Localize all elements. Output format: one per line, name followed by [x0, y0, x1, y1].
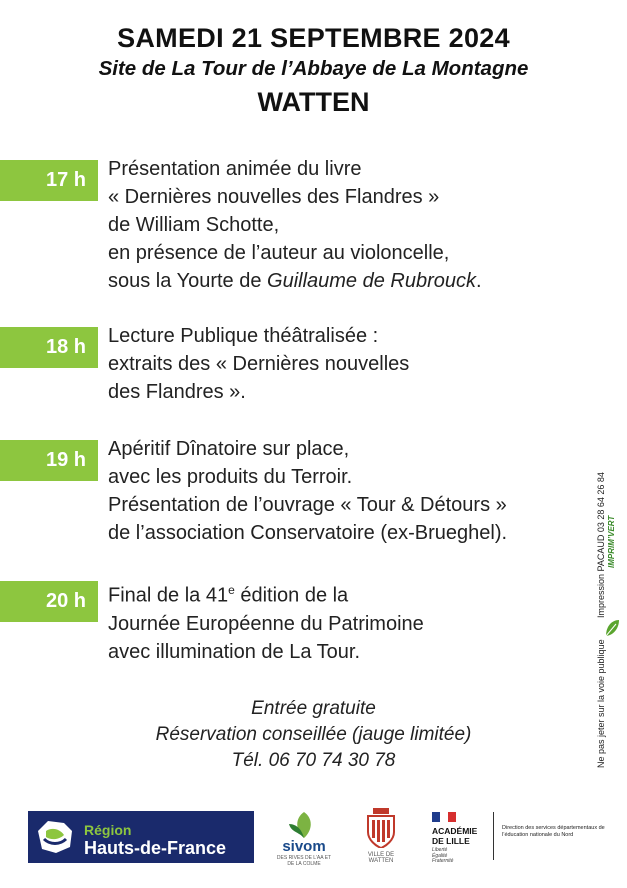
imprim-vert-label: IMPRIM’VERT [607, 515, 616, 568]
sivom-logo [276, 808, 332, 867]
region-name: Hauts-de-France [84, 838, 227, 858]
phone-number: Tél. 06 70 74 30 78 [231, 750, 396, 771]
description-line: avec illumination de La Tour. [108, 640, 361, 663]
description-line: Apéritif Dînatoire sur place, [108, 438, 350, 460]
description-line: Journée Européenne du Patrimoine [108, 612, 424, 635]
description-line: de William Schotte, [108, 214, 280, 236]
description-line: Présentation de l’ouvrage « Tour & Détours » [108, 494, 507, 516]
event-site: Site de La Tour de l’Abbaye de La Montagne [98, 57, 529, 80]
description-text: . [476, 270, 482, 292]
event-city: WATTEN [257, 87, 370, 117]
region-logo [28, 811, 254, 863]
schedule-description [108, 322, 588, 406]
academie-name: ACADÉMIE DE LILLE [432, 826, 478, 846]
practical-info [0, 696, 627, 774]
watten-caption: VILLE DE WATTEN [367, 852, 395, 864]
author-name: Guillaume de Rubrouck [267, 270, 477, 292]
description-line: en présence de l’auteur au violoncelle, [108, 242, 450, 264]
printer-note: Impression PACAUD 03 28 64 26 84 [596, 472, 606, 618]
event-date: SAMEDI 21 SEPTEMBRE 2024 [117, 23, 510, 53]
partner-logos [0, 806, 627, 866]
logo-divider [493, 812, 494, 860]
description-line: Lecture Publique théâtralisée : [108, 325, 379, 347]
disposal-notice: Ne pas jeter sur la voie publique [596, 639, 606, 768]
time-badge: 18 h [0, 327, 98, 368]
description-line: « Dernières nouvelles des Flandres » [108, 186, 440, 208]
ordinal-suffix: e [228, 583, 235, 597]
republic-motto: Liberté Égalité Fraternité [432, 847, 454, 864]
side-note [594, 472, 626, 770]
watten-logo [355, 808, 407, 864]
description-line: extraits des « Dernières nouvelles [108, 353, 410, 375]
schedule-description [108, 435, 588, 547]
time-badge: 20 h [0, 581, 98, 622]
schedule-description [108, 155, 588, 295]
region-map-icon [34, 817, 76, 857]
description-line: avec les produits du Terroir. [108, 466, 353, 488]
coat-of-arms-icon [366, 808, 396, 848]
description-line: de l’association Conservatoire (ex-Brueghel). [108, 522, 508, 544]
description-text: sous la Yourte de [108, 270, 268, 292]
region-label: Région [84, 822, 132, 838]
leaf-icon [604, 618, 620, 638]
description-line: Présentation animée du livre [108, 158, 362, 180]
time-badge: 17 h [0, 160, 98, 201]
schedule-description [108, 576, 588, 666]
description-line [108, 576, 588, 610]
description-line [108, 267, 588, 295]
reservation-info: Réservation conseillée (jauge limitée) [155, 724, 472, 745]
sivom-leaf-icon [289, 810, 319, 840]
marianne-flag-icon [432, 812, 456, 822]
description-text: édition de la [234, 584, 349, 607]
poster-header [0, 22, 627, 119]
sivom-subtitle: DES RIVES DE L’AA ET DE LA COLME [276, 855, 332, 867]
direction-label: Direction des services départementaux de l’éducation nationale du Nord [502, 825, 605, 838]
description-line: des Flandres ». [108, 381, 246, 403]
description-text: Final de la 41 [108, 584, 229, 607]
academie-logo [432, 808, 607, 864]
sivom-name: sivom [282, 838, 326, 855]
entry-info: Entrée gratuite [251, 698, 376, 719]
time-badge: 19 h [0, 440, 98, 481]
